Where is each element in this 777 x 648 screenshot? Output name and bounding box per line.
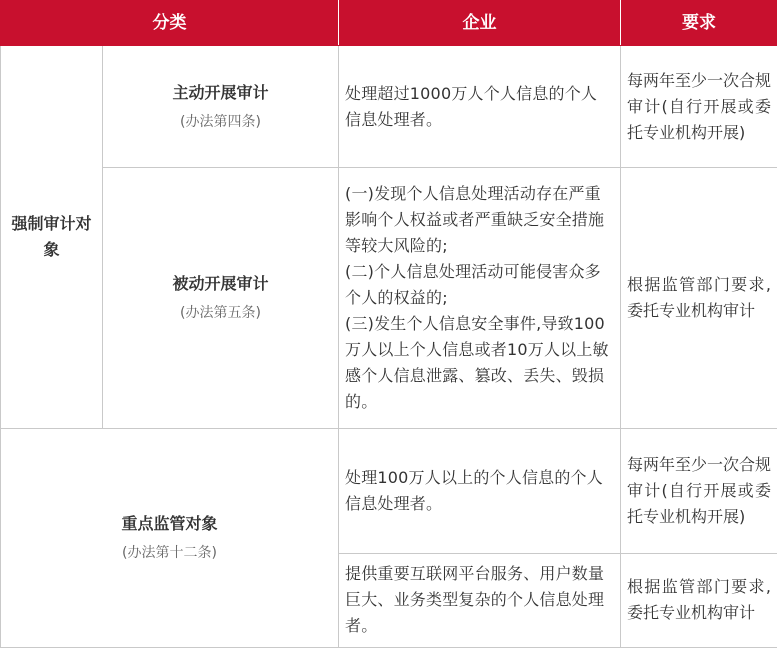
key-row1-enterprise: 处理100万人以上的个人信息的个人信息处理者。 [339,429,621,553]
passive-audit-sub: (办法第五条) [180,305,261,322]
active-audit-requirement: 每两年至少一次合规审计(自行开展或委托专业机构开展) [621,46,777,168]
key-supervision-sub: (办法第十二条) [122,545,217,562]
row-mandatory-active [1,46,777,168]
mandatory-label: 强制审计对象 [11,214,92,260]
passive-audit-enterprise [339,168,621,429]
cell-key-supervision [1,429,339,648]
header-category: 分类 [1,1,339,46]
active-audit-enterprise: 处理超过1000万人个人信息的个人信息处理者。 [339,46,621,168]
active-audit-title: 主动开展审计 [172,82,269,102]
key-row1-requirement: 每两年至少一次合规审计(自行开展或委托专业机构开展) [621,429,777,553]
key-row2-requirement: 根据监管部门要求,委托专业机构审计 [621,553,777,647]
row-key-1 [1,429,777,553]
header-row [1,1,777,46]
passive-audit-requirement: 根据监管部门要求,委托专业机构审计 [621,168,777,429]
header-enterprise: 企业 [339,1,621,46]
key-row2-enterprise: 提供重要互联网平台服务、用户数量巨大、业务类型复杂的个人信息处理者。 [339,553,621,647]
passive-item-3: (三)发生个人信息安全事件,导致100万人以上个人信息或者10万人以上敏感个人信息泄露、篡改、丢失、毁损的。 [345,314,609,412]
active-audit-sub: (办法第四条) [180,113,261,130]
cell-active-audit [103,46,339,168]
passive-audit-title: 被动开展审计 [172,274,269,294]
header-requirement: 要求 [621,1,777,46]
cell-passive-audit [103,168,339,429]
key-supervision-title: 重点监管对象 [121,514,218,534]
passive-item-1: (一)发现个人信息处理活动存在严重影响个人权益或者严重缺乏安全措施等较大风险的; [345,184,605,256]
cell-mandatory-label [1,46,103,429]
passive-item-2: (二)个人信息处理活动可能侵害众多个人的权益的; [345,262,601,308]
row-mandatory-passive [1,168,777,429]
